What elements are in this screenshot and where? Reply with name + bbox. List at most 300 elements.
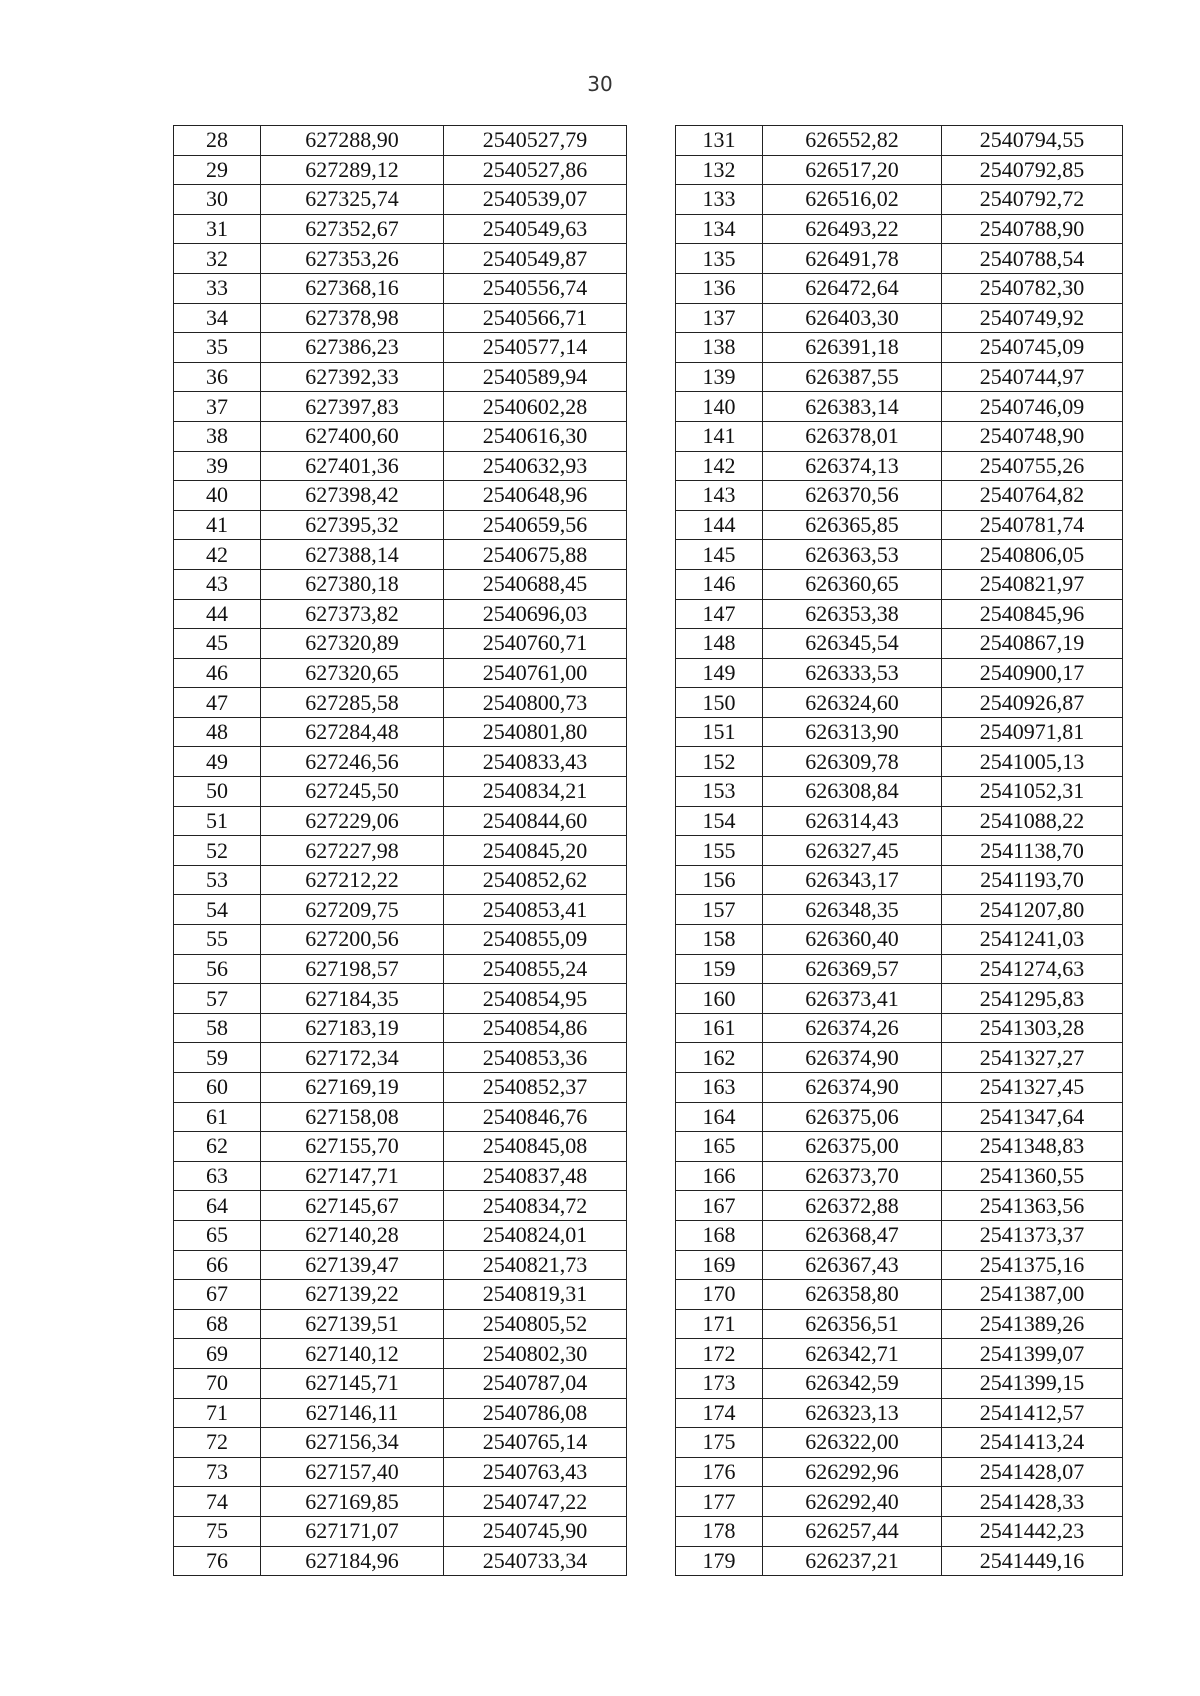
right-x-coordinate-cell: 626369,57 [763, 954, 942, 984]
left-point-number-cell: 28 [174, 126, 261, 156]
left-y-coordinate-cell: 2540527,86 [444, 155, 627, 185]
left-point-number-cell: 62 [174, 1132, 261, 1162]
table-row [174, 421, 1123, 451]
coordinates-table-body [174, 126, 1123, 1576]
right-point-number-cell: 160 [676, 984, 763, 1014]
table-row [174, 717, 1123, 747]
right-x-coordinate-cell: 626368,47 [763, 1220, 942, 1250]
right-y-coordinate-cell: 2541413,24 [942, 1428, 1123, 1458]
right-point-number-cell: 155 [676, 836, 763, 866]
column-gap [627, 1516, 676, 1546]
right-point-number-cell: 149 [676, 658, 763, 688]
left-x-coordinate-cell: 627398,42 [261, 481, 444, 511]
column-gap [627, 1546, 676, 1576]
right-point-number-cell: 157 [676, 895, 763, 925]
left-y-coordinate-cell: 2540800,73 [444, 688, 627, 718]
column-gap [627, 1191, 676, 1221]
right-x-coordinate-cell: 626391,18 [763, 333, 942, 363]
right-y-coordinate-cell: 2540781,74 [942, 510, 1123, 540]
right-y-coordinate-cell: 2541088,22 [942, 806, 1123, 836]
left-y-coordinate-cell: 2540819,31 [444, 1280, 627, 1310]
right-y-coordinate-cell: 2541399,15 [942, 1368, 1123, 1398]
right-point-number-cell: 159 [676, 954, 763, 984]
left-point-number-cell: 39 [174, 451, 261, 481]
left-point-number-cell: 73 [174, 1457, 261, 1487]
column-gap [627, 806, 676, 836]
column-gap [627, 895, 676, 925]
right-point-number-cell: 141 [676, 421, 763, 451]
left-point-number-cell: 37 [174, 392, 261, 422]
right-y-coordinate-cell: 2540788,54 [942, 244, 1123, 274]
table-row [174, 569, 1123, 599]
table-row [174, 392, 1123, 422]
table-row [174, 895, 1123, 925]
table-row [174, 1280, 1123, 1310]
left-point-number-cell: 35 [174, 333, 261, 363]
right-x-coordinate-cell: 626517,20 [763, 155, 942, 185]
right-point-number-cell: 175 [676, 1428, 763, 1458]
left-point-number-cell: 72 [174, 1428, 261, 1458]
column-gap [627, 1428, 676, 1458]
left-x-coordinate-cell: 627147,71 [261, 1161, 444, 1191]
left-y-coordinate-cell: 2540855,24 [444, 954, 627, 984]
left-y-coordinate-cell: 2540787,04 [444, 1368, 627, 1398]
right-point-number-cell: 153 [676, 777, 763, 807]
right-y-coordinate-cell: 2540746,09 [942, 392, 1123, 422]
column-gap [627, 954, 676, 984]
left-x-coordinate-cell: 627212,22 [261, 865, 444, 895]
left-point-number-cell: 69 [174, 1339, 261, 1369]
right-point-number-cell: 135 [676, 244, 763, 274]
table-row [174, 540, 1123, 570]
column-gap [627, 392, 676, 422]
table-row [174, 1132, 1123, 1162]
left-point-number-cell: 48 [174, 717, 261, 747]
left-y-coordinate-cell: 2540566,71 [444, 303, 627, 333]
table-row [174, 777, 1123, 807]
column-gap [627, 629, 676, 659]
left-x-coordinate-cell: 627380,18 [261, 569, 444, 599]
right-y-coordinate-cell: 2541375,16 [942, 1250, 1123, 1280]
right-y-coordinate-cell: 2541360,55 [942, 1161, 1123, 1191]
left-point-number-cell: 55 [174, 925, 261, 955]
right-y-coordinate-cell: 2541193,70 [942, 865, 1123, 895]
left-y-coordinate-cell: 2540527,79 [444, 126, 627, 156]
left-x-coordinate-cell: 627401,36 [261, 451, 444, 481]
right-x-coordinate-cell: 626363,53 [763, 540, 942, 570]
column-gap [627, 865, 676, 895]
table-row [174, 333, 1123, 363]
column-gap [627, 303, 676, 333]
left-x-coordinate-cell: 627373,82 [261, 599, 444, 629]
left-x-coordinate-cell: 627378,98 [261, 303, 444, 333]
right-point-number-cell: 167 [676, 1191, 763, 1221]
right-x-coordinate-cell: 626374,90 [763, 1073, 942, 1103]
right-point-number-cell: 131 [676, 126, 763, 156]
left-y-coordinate-cell: 2540837,48 [444, 1161, 627, 1191]
left-point-number-cell: 65 [174, 1220, 261, 1250]
column-gap [627, 1339, 676, 1369]
left-x-coordinate-cell: 627285,58 [261, 688, 444, 718]
right-point-number-cell: 171 [676, 1309, 763, 1339]
right-point-number-cell: 156 [676, 865, 763, 895]
column-gap [627, 1309, 676, 1339]
left-point-number-cell: 57 [174, 984, 261, 1014]
left-point-number-cell: 58 [174, 1013, 261, 1043]
right-point-number-cell: 158 [676, 925, 763, 955]
right-point-number-cell: 176 [676, 1457, 763, 1487]
right-y-coordinate-cell: 2541442,23 [942, 1516, 1123, 1546]
column-gap [627, 1280, 676, 1310]
left-x-coordinate-cell: 627184,96 [261, 1546, 444, 1576]
right-x-coordinate-cell: 626374,90 [763, 1043, 942, 1073]
right-x-coordinate-cell: 626237,21 [763, 1546, 942, 1576]
right-x-coordinate-cell: 626292,40 [763, 1487, 942, 1517]
left-y-coordinate-cell: 2540854,95 [444, 984, 627, 1014]
left-x-coordinate-cell: 627245,50 [261, 777, 444, 807]
right-x-coordinate-cell: 626378,01 [763, 421, 942, 451]
left-point-number-cell: 71 [174, 1398, 261, 1428]
right-y-coordinate-cell: 2541327,27 [942, 1043, 1123, 1073]
column-gap [627, 421, 676, 451]
right-point-number-cell: 138 [676, 333, 763, 363]
left-y-coordinate-cell: 2540846,76 [444, 1102, 627, 1132]
column-gap [627, 1043, 676, 1073]
left-x-coordinate-cell: 627145,71 [261, 1368, 444, 1398]
table-row [174, 451, 1123, 481]
column-gap [627, 984, 676, 1014]
right-point-number-cell: 144 [676, 510, 763, 540]
left-x-coordinate-cell: 627229,06 [261, 806, 444, 836]
left-x-coordinate-cell: 627397,83 [261, 392, 444, 422]
right-y-coordinate-cell: 2540806,05 [942, 540, 1123, 570]
right-y-coordinate-cell: 2541389,26 [942, 1309, 1123, 1339]
column-gap [627, 214, 676, 244]
left-y-coordinate-cell: 2540805,52 [444, 1309, 627, 1339]
column-gap [627, 540, 676, 570]
column-gap [627, 481, 676, 511]
left-point-number-cell: 29 [174, 155, 261, 185]
right-point-number-cell: 143 [676, 481, 763, 511]
left-x-coordinate-cell: 627172,34 [261, 1043, 444, 1073]
table-row [174, 303, 1123, 333]
left-y-coordinate-cell: 2540675,88 [444, 540, 627, 570]
column-gap [627, 836, 676, 866]
right-point-number-cell: 168 [676, 1220, 763, 1250]
table-row [174, 688, 1123, 718]
left-y-coordinate-cell: 2540688,45 [444, 569, 627, 599]
left-y-coordinate-cell: 2540845,20 [444, 836, 627, 866]
left-point-number-cell: 31 [174, 214, 261, 244]
right-y-coordinate-cell: 2540788,90 [942, 214, 1123, 244]
column-gap [627, 1487, 676, 1517]
column-gap [627, 747, 676, 777]
left-point-number-cell: 64 [174, 1191, 261, 1221]
right-y-coordinate-cell: 2541412,57 [942, 1398, 1123, 1428]
right-point-number-cell: 148 [676, 629, 763, 659]
right-y-coordinate-cell: 2541241,03 [942, 925, 1123, 955]
right-y-coordinate-cell: 2540821,97 [942, 569, 1123, 599]
table-row [174, 599, 1123, 629]
left-point-number-cell: 42 [174, 540, 261, 570]
right-y-coordinate-cell: 2540749,92 [942, 303, 1123, 333]
column-gap [627, 362, 676, 392]
column-gap [627, 1220, 676, 1250]
left-x-coordinate-cell: 627392,33 [261, 362, 444, 392]
column-gap [627, 1161, 676, 1191]
left-y-coordinate-cell: 2540745,90 [444, 1516, 627, 1546]
table-row [174, 658, 1123, 688]
left-x-coordinate-cell: 627325,74 [261, 185, 444, 215]
right-point-number-cell: 165 [676, 1132, 763, 1162]
right-point-number-cell: 162 [676, 1043, 763, 1073]
right-x-coordinate-cell: 626365,85 [763, 510, 942, 540]
left-y-coordinate-cell: 2540648,96 [444, 481, 627, 511]
right-y-coordinate-cell: 2541295,83 [942, 984, 1123, 1014]
right-point-number-cell: 151 [676, 717, 763, 747]
right-x-coordinate-cell: 626493,22 [763, 214, 942, 244]
table-row [174, 510, 1123, 540]
right-y-coordinate-cell: 2541428,33 [942, 1487, 1123, 1517]
table-row [174, 1339, 1123, 1369]
left-point-number-cell: 53 [174, 865, 261, 895]
right-point-number-cell: 174 [676, 1398, 763, 1428]
right-point-number-cell: 178 [676, 1516, 763, 1546]
right-point-number-cell: 142 [676, 451, 763, 481]
left-x-coordinate-cell: 627140,28 [261, 1220, 444, 1250]
table-row [174, 1309, 1123, 1339]
right-y-coordinate-cell: 2540744,97 [942, 362, 1123, 392]
column-gap [627, 1102, 676, 1132]
left-y-coordinate-cell: 2540539,07 [444, 185, 627, 215]
right-x-coordinate-cell: 626375,00 [763, 1132, 942, 1162]
left-x-coordinate-cell: 627139,47 [261, 1250, 444, 1280]
left-x-coordinate-cell: 627183,19 [261, 1013, 444, 1043]
column-gap [627, 451, 676, 481]
right-y-coordinate-cell: 2541363,56 [942, 1191, 1123, 1221]
left-point-number-cell: 61 [174, 1102, 261, 1132]
left-x-coordinate-cell: 627184,35 [261, 984, 444, 1014]
right-y-coordinate-cell: 2541373,37 [942, 1220, 1123, 1250]
table-row [174, 481, 1123, 511]
right-point-number-cell: 132 [676, 155, 763, 185]
column-gap [627, 658, 676, 688]
right-point-number-cell: 154 [676, 806, 763, 836]
right-x-coordinate-cell: 626333,53 [763, 658, 942, 688]
column-gap [627, 777, 676, 807]
left-x-coordinate-cell: 627246,56 [261, 747, 444, 777]
right-point-number-cell: 150 [676, 688, 763, 718]
right-x-coordinate-cell: 626327,45 [763, 836, 942, 866]
right-x-coordinate-cell: 626257,44 [763, 1516, 942, 1546]
right-point-number-cell: 163 [676, 1073, 763, 1103]
table-row [174, 1043, 1123, 1073]
right-x-coordinate-cell: 626403,30 [763, 303, 942, 333]
left-x-coordinate-cell: 627388,14 [261, 540, 444, 570]
left-y-coordinate-cell: 2540824,01 [444, 1220, 627, 1250]
left-x-coordinate-cell: 627145,67 [261, 1191, 444, 1221]
table-row [174, 747, 1123, 777]
right-x-coordinate-cell: 626516,02 [763, 185, 942, 215]
table-row [174, 126, 1123, 156]
right-x-coordinate-cell: 626360,65 [763, 569, 942, 599]
left-y-coordinate-cell: 2540845,08 [444, 1132, 627, 1162]
right-point-number-cell: 134 [676, 214, 763, 244]
left-point-number-cell: 36 [174, 362, 261, 392]
right-point-number-cell: 147 [676, 599, 763, 629]
right-point-number-cell: 140 [676, 392, 763, 422]
left-point-number-cell: 40 [174, 481, 261, 511]
left-point-number-cell: 33 [174, 273, 261, 303]
left-point-number-cell: 34 [174, 303, 261, 333]
left-x-coordinate-cell: 627198,57 [261, 954, 444, 984]
right-y-coordinate-cell: 2540845,96 [942, 599, 1123, 629]
right-y-coordinate-cell: 2540755,26 [942, 451, 1123, 481]
right-x-coordinate-cell: 626292,96 [763, 1457, 942, 1487]
right-x-coordinate-cell: 626472,64 [763, 273, 942, 303]
table-row [174, 155, 1123, 185]
table-row [174, 1398, 1123, 1428]
left-y-coordinate-cell: 2540853,41 [444, 895, 627, 925]
right-x-coordinate-cell: 626324,60 [763, 688, 942, 718]
right-y-coordinate-cell: 2540971,81 [942, 717, 1123, 747]
right-point-number-cell: 173 [676, 1368, 763, 1398]
left-point-number-cell: 45 [174, 629, 261, 659]
left-y-coordinate-cell: 2540616,30 [444, 421, 627, 451]
left-y-coordinate-cell: 2540632,93 [444, 451, 627, 481]
right-x-coordinate-cell: 626323,13 [763, 1398, 942, 1428]
right-y-coordinate-cell: 2540794,55 [942, 126, 1123, 156]
right-x-coordinate-cell: 626308,84 [763, 777, 942, 807]
right-x-coordinate-cell: 626342,59 [763, 1368, 942, 1398]
column-gap [627, 510, 676, 540]
left-x-coordinate-cell: 627200,56 [261, 925, 444, 955]
left-y-coordinate-cell: 2540802,30 [444, 1339, 627, 1369]
right-y-coordinate-cell: 2540792,72 [942, 185, 1123, 215]
left-y-coordinate-cell: 2540765,14 [444, 1428, 627, 1458]
table-row [174, 1250, 1123, 1280]
right-x-coordinate-cell: 626374,26 [763, 1013, 942, 1043]
table-row [174, 629, 1123, 659]
left-y-coordinate-cell: 2540589,94 [444, 362, 627, 392]
table-row [174, 1191, 1123, 1221]
left-y-coordinate-cell: 2540844,60 [444, 806, 627, 836]
right-x-coordinate-cell: 626552,82 [763, 126, 942, 156]
table-row [174, 1487, 1123, 1517]
left-point-number-cell: 68 [174, 1309, 261, 1339]
column-gap [627, 1398, 676, 1428]
right-x-coordinate-cell: 626313,90 [763, 717, 942, 747]
left-x-coordinate-cell: 627320,65 [261, 658, 444, 688]
left-x-coordinate-cell: 627284,48 [261, 717, 444, 747]
left-y-coordinate-cell: 2540760,71 [444, 629, 627, 659]
column-gap [627, 925, 676, 955]
left-y-coordinate-cell: 2540834,21 [444, 777, 627, 807]
right-point-number-cell: 145 [676, 540, 763, 570]
table-row [174, 362, 1123, 392]
right-point-number-cell: 152 [676, 747, 763, 777]
left-point-number-cell: 59 [174, 1043, 261, 1073]
left-x-coordinate-cell: 627368,16 [261, 273, 444, 303]
right-point-number-cell: 172 [676, 1339, 763, 1369]
table-row [174, 1368, 1123, 1398]
left-point-number-cell: 63 [174, 1161, 261, 1191]
left-y-coordinate-cell: 2540833,43 [444, 747, 627, 777]
table-row [174, 1516, 1123, 1546]
table-row [174, 836, 1123, 866]
right-x-coordinate-cell: 626309,78 [763, 747, 942, 777]
left-y-coordinate-cell: 2540761,00 [444, 658, 627, 688]
column-gap [627, 1132, 676, 1162]
table-row [174, 214, 1123, 244]
right-x-coordinate-cell: 626353,38 [763, 599, 942, 629]
column-gap [627, 126, 676, 156]
right-point-number-cell: 170 [676, 1280, 763, 1310]
right-point-number-cell: 136 [676, 273, 763, 303]
left-y-coordinate-cell: 2540733,34 [444, 1546, 627, 1576]
right-y-coordinate-cell: 2540926,87 [942, 688, 1123, 718]
left-point-number-cell: 51 [174, 806, 261, 836]
right-x-coordinate-cell: 626387,55 [763, 362, 942, 392]
right-y-coordinate-cell: 2540764,82 [942, 481, 1123, 511]
left-point-number-cell: 32 [174, 244, 261, 274]
table-row [174, 244, 1123, 274]
left-x-coordinate-cell: 627386,23 [261, 333, 444, 363]
right-x-coordinate-cell: 626491,78 [763, 244, 942, 274]
left-y-coordinate-cell: 2540834,72 [444, 1191, 627, 1221]
right-x-coordinate-cell: 626342,71 [763, 1339, 942, 1369]
column-gap [627, 155, 676, 185]
right-y-coordinate-cell: 2541428,07 [942, 1457, 1123, 1487]
left-x-coordinate-cell: 627169,19 [261, 1073, 444, 1103]
column-gap [627, 1013, 676, 1043]
right-point-number-cell: 133 [676, 185, 763, 215]
left-x-coordinate-cell: 627395,32 [261, 510, 444, 540]
right-x-coordinate-cell: 626345,54 [763, 629, 942, 659]
table-row [174, 1013, 1123, 1043]
column-gap [627, 569, 676, 599]
left-point-number-cell: 41 [174, 510, 261, 540]
table-row [174, 925, 1123, 955]
right-x-coordinate-cell: 626343,17 [763, 865, 942, 895]
right-point-number-cell: 146 [676, 569, 763, 599]
right-y-coordinate-cell: 2541303,28 [942, 1013, 1123, 1043]
column-gap [627, 599, 676, 629]
right-y-coordinate-cell: 2540792,85 [942, 155, 1123, 185]
right-x-coordinate-cell: 626348,35 [763, 895, 942, 925]
left-x-coordinate-cell: 627139,51 [261, 1309, 444, 1339]
left-x-coordinate-cell: 627352,67 [261, 214, 444, 244]
table-row [174, 1457, 1123, 1487]
right-x-coordinate-cell: 626373,70 [763, 1161, 942, 1191]
left-x-coordinate-cell: 627289,12 [261, 155, 444, 185]
left-point-number-cell: 75 [174, 1516, 261, 1546]
table-row [174, 984, 1123, 1014]
right-point-number-cell: 169 [676, 1250, 763, 1280]
right-y-coordinate-cell: 2541138,70 [942, 836, 1123, 866]
left-point-number-cell: 67 [174, 1280, 261, 1310]
right-point-number-cell: 164 [676, 1102, 763, 1132]
right-y-coordinate-cell: 2541449,16 [942, 1546, 1123, 1576]
left-x-coordinate-cell: 627140,12 [261, 1339, 444, 1369]
left-x-coordinate-cell: 627146,11 [261, 1398, 444, 1428]
left-point-number-cell: 38 [174, 421, 261, 451]
left-y-coordinate-cell: 2540855,09 [444, 925, 627, 955]
left-y-coordinate-cell: 2540786,08 [444, 1398, 627, 1428]
column-gap [627, 688, 676, 718]
left-x-coordinate-cell: 627156,34 [261, 1428, 444, 1458]
table-row [174, 1546, 1123, 1576]
